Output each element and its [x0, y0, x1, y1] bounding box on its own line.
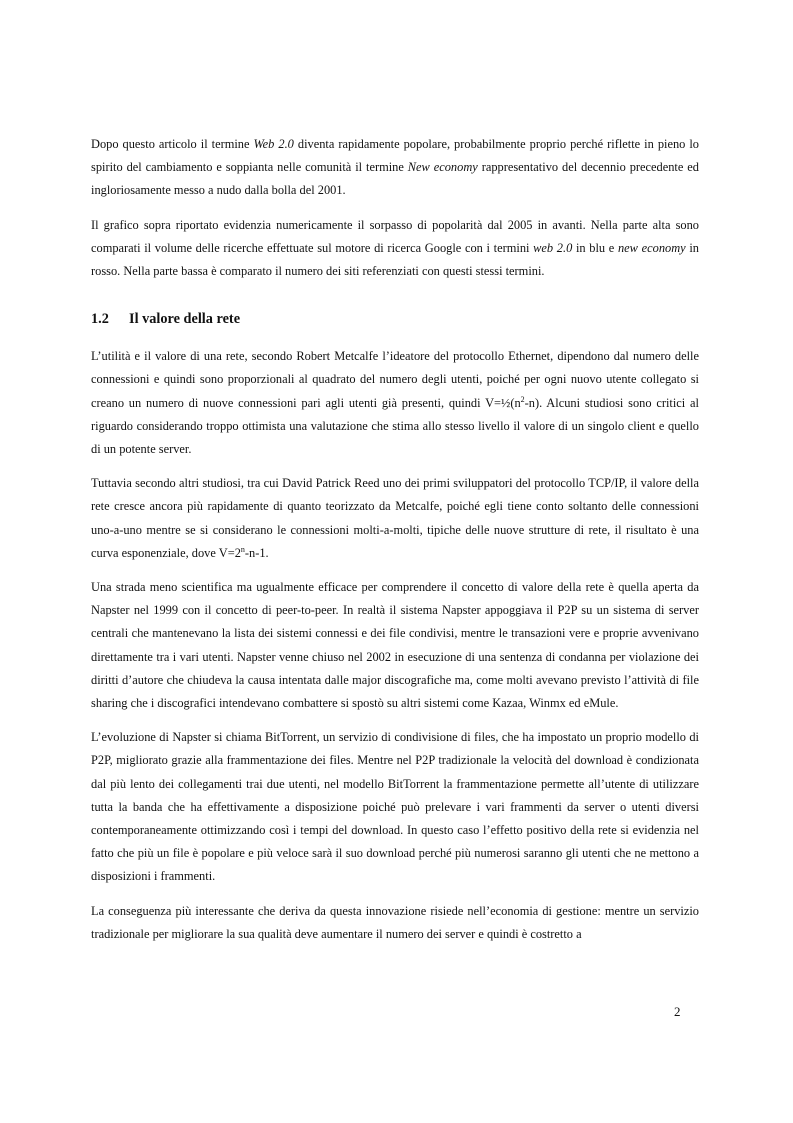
section-heading — [91, 309, 699, 329]
paragraph-bittorrent: L’evoluzione di Napster si chiama BitTorrent, un servizio di condivisione di files, che ha impostato un proprio modello di P2P, migliorato grazie alla frammentazione dei files. Mentre nel P2P tradizionale la velocità del download è condizionata dal più lento dei collegamenti trai due utenti, nel modello BitTorrent la frammentazione permette all’utente di utilizzare tutta la banda che ha effettivamente a disposizione poiché può prelevare i vari frammenti da server o utenti diversi contemporaneamente ottimizzando così i tempi del download. In questo caso l’effetto positivo della rete si evidenzia nel fatto che più un file è popolare e più veloce sarà il suo download perché più numerosi saranno gli utenti che ne mettono a disposizioni i frammenti. — [91, 730, 699, 884]
paragraph-reed: Tuttavia secondo altri studiosi, tra cui David Patrick Reed uno dei primi sviluppatori del protocollo TCP/IP, il valore della rete cresce ancora più rapidamente di quanto teorizzato da Metcalfe, poiché egli tiene conto soltanto delle connessioni uno-a-uno mentre se si considerano le connessioni molti-a-molti, tipiche delle nuove strutture di rete, il risultato è una curva esponenziale, dove $V=2^n-n-1$. — [91, 476, 699, 560]
paragraph-web20-intro: Dopo questo articolo il termine Web 2.0 diventa rapidamente popolare, probabilmente proprio perché riflette in pieno lo spirito del cambiamento e soppianta nelle comunità il termine New economy rappresentativo del decennio precedente ed ingloriosamente messo a nudo dalla bolla del 2001. — [91, 137, 699, 198]
section-title: Il valore della rete — [129, 311, 241, 328]
paragraph-chart-description: Il grafico sopra riportato evidenzia numericamente il sorpasso di popolarità dal 2005 in avanti. Nella parte alta sono comparati il volume delle ricerche effettuate sul motore di ricerca Google con i termini web 2.0 in blu e new economy in rosso. Nella parte bassa è comparato il numero dei siti referenziati con questi stessi termini. — [91, 217, 699, 279]
section-number: 1.2 — [91, 311, 109, 328]
term-new-economy-red: new economy — [617, 240, 686, 255]
page-number: 2 — [674, 1004, 681, 1019]
term-new-economy: New economy — [407, 160, 478, 175]
exponent-2: 2 — [520, 394, 525, 404]
term-web20-blue: web 2.0 — [533, 240, 573, 255]
paragraph-napster: Una strada meno scientifica ma ugualmente efficace per comprendere il concetto di valore della rete è quella aperta da Napster nel 1999 con il concetto di peer-to-peer. In realtà il sistema Napster appoggiava il P2P su un sistema di server centrali che mantenevano la lista dei sistemi connessi e dei file condivisi, mentre le transazioni vere e proprie avvenivano direttamente tra i vari utenti. Napster venne chiuso nel 2002 in esecuzione di una sentenza di condanna per violazione dei diritti d’autore che chiudeva la causa intentata dalle major discografiche ma, come molti avevano previsto l’attività di file sharing che i discografici intendevano combattere si spostò su altri sistemi come Kazaa, Winmx ed eMule. — [91, 580, 699, 711]
paragraph-metcalfe: L’utilità e il valore di una rete, secondo Robert Metcalfe l’ideatore del protocollo Ethernet, dipendono dal numero delle connessioni e quindi sono proporzionali al quadrato del numero degli utenti, poiché per ogni nuovo utente collegato si creano un numero di nuove connessioni pari agli utenti già presenti, quindi $V=\frac{1}{2}(n^2-n)$. Alcuni studiosi sono critici al riguardo considerando troppo ottimista una valutazione che stima allo stesso livello il valore di un singolo client e quello di un potente server. — [91, 349, 699, 457]
paragraph-economy: La conseguenza più interessante che deriva da questa innovazione risiede nell’economia di gestione: mentre un servizio tradizionale per migliorare la sua qualità deve aumentare il numero dei server e quindi è costretto a — [91, 903, 699, 941]
term-web20: Web 2.0 — [253, 137, 294, 151]
exponent-n: n — [240, 544, 245, 554]
page-content — [91, 133, 699, 957]
